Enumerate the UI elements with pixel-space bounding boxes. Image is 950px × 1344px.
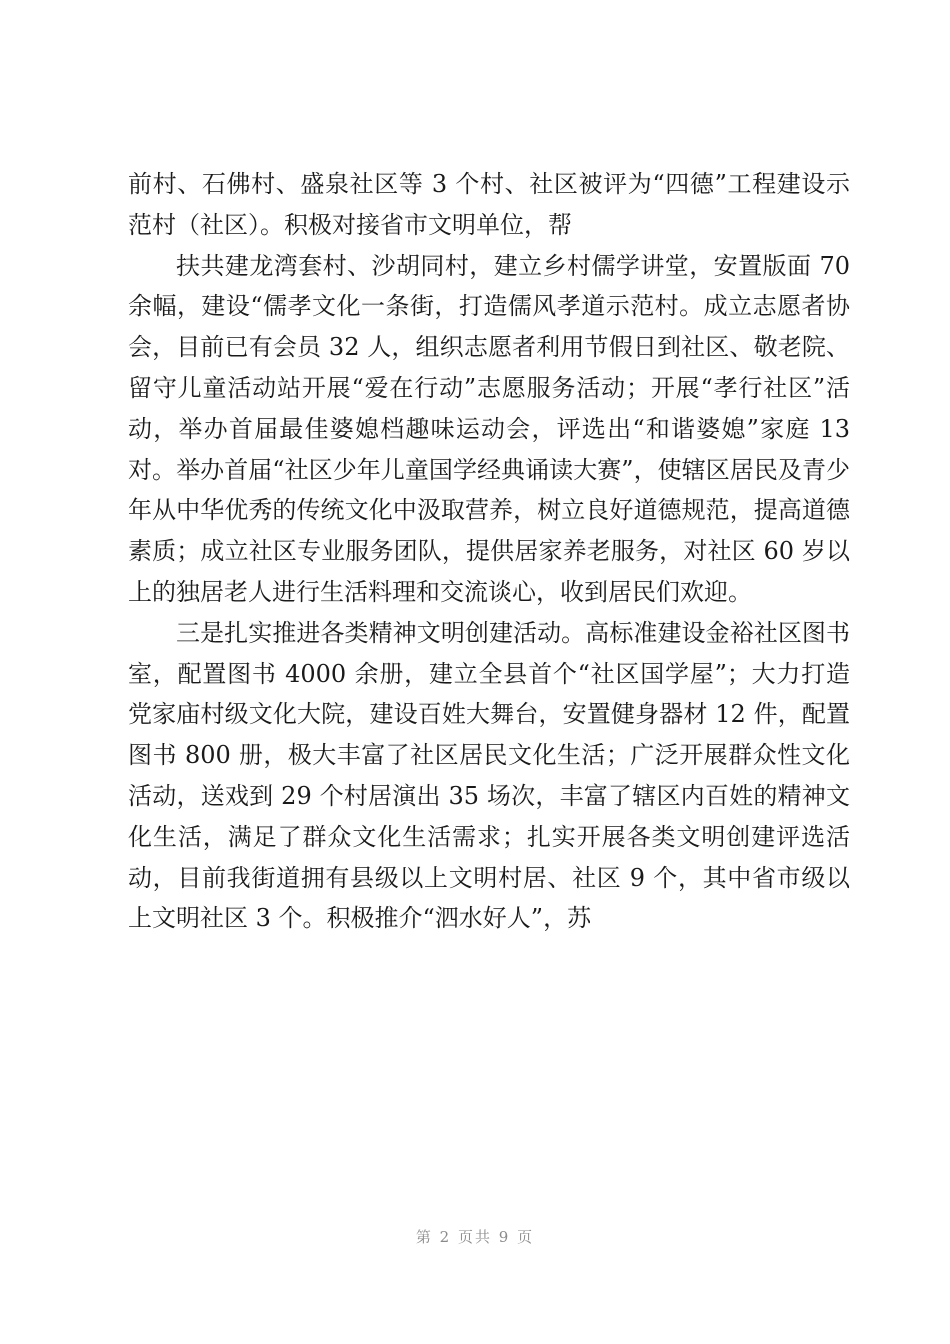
page-footer: 第 2 页共 9 页 — [415, 1228, 535, 1246]
paragraph-2: 扶共建龙湾套村、沙胡同村，建立乡村儒学讲堂，安置版面 70 余幅，建设“儒孝文化一条街，打造儒风孝道示范村。成立志愿者协会，目前已有会员 32 人，组织志愿者利用节假日到社区、敬老院、留守儿童活动站开展“爱在行动”志愿服务活动；开展“孝行社区”活动，举办首届最佳婆媳档趣味运动会，评选出“和谐婆媳”家庭 13 对。举办首届“社区少年儿童国学经典诵读大赛”，使辖区居民及青少年从中华优秀的传统文化中汲取营养，树立良好道德规范，提高道德素质；成立社区专业服务团队，提供居家养老服务，对社区 60 岁以上的独居老人进行生活料理和交流谈心，收到居民们欢迎。 — [128, 251, 850, 606]
document-body — [128, 164, 850, 939]
paragraph-3: 三是扎实推进各类精神文明创建活动。高标准建设金裕社区图书室，配置图书 4000 余册，建立全县首个“社区国学屋”；大力打造党家庙村级文化大院，建设百姓大舞台，安置健身器材 12 件，配置图书 800 册，极大丰富了社区居民文化生活；广泛开展群众性文化活动，送戏到 29 个村居演出 35 场次，丰富了辖区内百姓的精神文化生活，满足了群众文化生活需求；扎实开展各类文明创建评选活动，目前我街道拥有县级以上文明村居、社区 9 个，其中省市级以上文明社区 3 个。积极推介“泗水好人”，苏 — [128, 618, 850, 933]
paragraph-1: 前村、石佛村、盛泉社区等 3 个村、社区被评为“四德”工程建设示范村（社区）。积极对接省市文明单位，帮 — [128, 170, 850, 239]
